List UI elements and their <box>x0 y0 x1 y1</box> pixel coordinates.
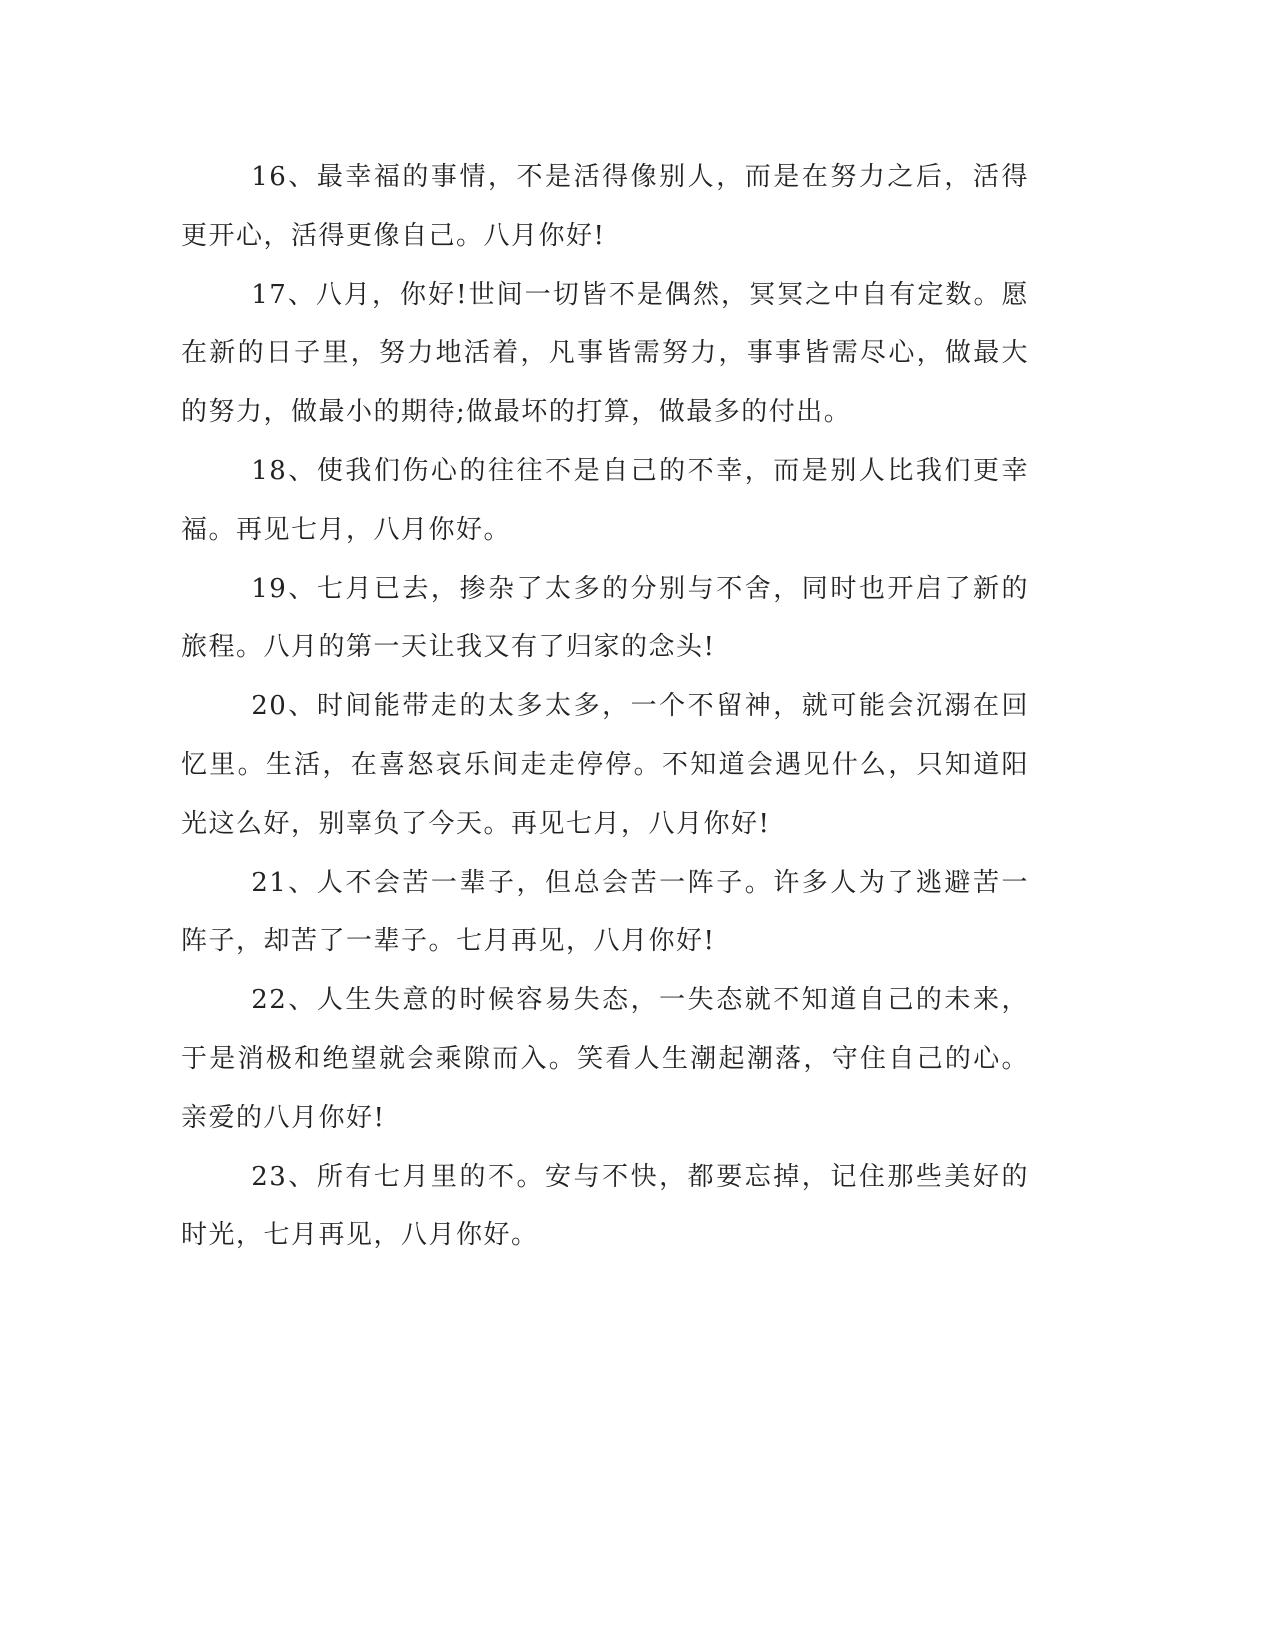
paragraph-22: 22、人生失意的时候容易失态，一失态就不知道自己的未来，于是消极和绝望就会乘隙而入。笑看人生潮起潮落，守住自己的心。亲爱的八月你好! <box>181 985 1029 1133</box>
paragraph-19: 19、七月已去，掺杂了太多的分别与不舍，同时也开启了新的旅程。八月的第一天让我又有了归家的念头! <box>181 573 1029 663</box>
paragraph-21: 21、人不会苦一辈子，但总会苦一阵子。许多人为了逃避苦一阵子，却苦了一辈子。七月再见，八月你好! <box>181 867 1029 957</box>
paragraph-16: 16、最幸福的事情，不是活得像别人，而是在努力之后，活得更开心，活得更像自己。八月你好! <box>181 162 1029 251</box>
paragraph-17: 17、八月，你好!世间一切皆不是偶然，冥冥之中自有定数。愿在新的日子里，努力地活着，凡事皆需努力，事事皆需尽心，做最大的努力，做最小的期待;做最坏的打算，做最多的付出。 <box>181 279 1029 428</box>
paragraph-23: 23、所有七月里的不。安与不快，都要忘掉，记住那些美好的时光，七月再见，八月你好。 <box>181 1161 1029 1251</box>
paragraph-20: 20、时间能带走的太多太多，一个不留神，就可能会沉溺在回忆里。生活，在喜怒哀乐间走走停停。不知道会遇见什么，只知道阳光这么好，别辜负了今天。再见七月，八月你好! <box>181 691 1029 839</box>
document-page <box>181 148 1029 1265</box>
paragraph-18: 18、使我们伤心的往往不是自己的不幸，而是别人比我们更幸福。再见七月，八月你好。 <box>181 455 1029 545</box>
